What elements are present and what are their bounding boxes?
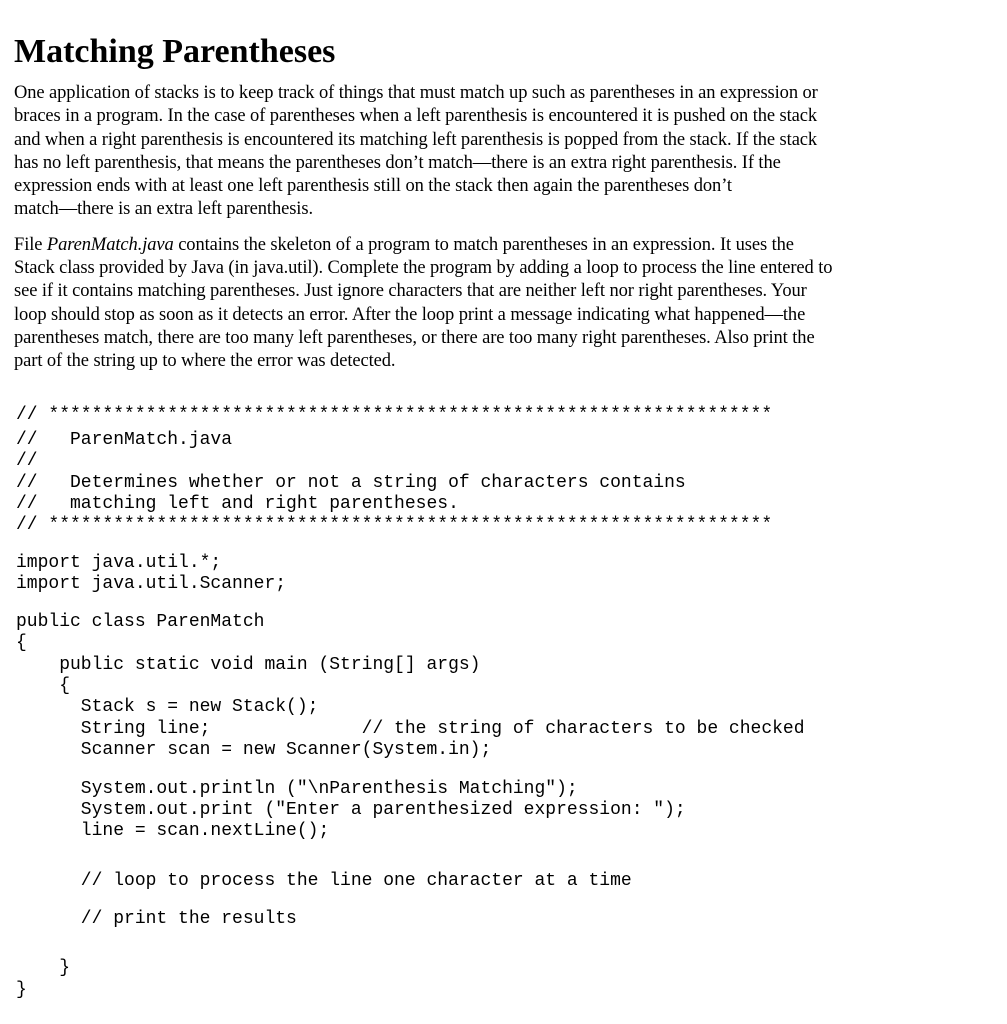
text-line: match—there is an extra left parenthesis.: [14, 199, 313, 220]
text-line: parentheses match, there are too many left parentheses, or there are too many right parentheses. Also print the: [14, 327, 815, 348]
text-line: braces in a program. In the case of parentheses when a left parenthesis is encountered it is pushed on the stack: [14, 106, 818, 127]
code-line: public static void main (String[] args): [16, 655, 481, 675]
intro-paragraph: [14, 82, 994, 222]
code-line: // ParenMatch.java: [16, 430, 233, 450]
code-line: // matching left and right parentheses.: [16, 494, 459, 514]
code-line: {: [16, 633, 27, 653]
code-line: String line; // the string of characters to be checked: [16, 719, 805, 739]
file-name: ParenMatch.java: [46, 234, 174, 255]
code-line: }: [16, 980, 27, 1000]
code-line: }: [16, 958, 71, 978]
code-line: {: [16, 676, 71, 696]
text-line: and when a right parenthesis is encountered its matching left parenthesis is popped from the stack. If the stack: [14, 129, 818, 150]
text-fragment: File: [14, 234, 47, 255]
document-page: [14, 30, 994, 386]
code-line: System.out.print ("Enter a parenthesized expression: ");: [16, 800, 686, 820]
code-line: //: [16, 451, 38, 471]
code-line: System.out.println ("\nParenthesis Matching");: [16, 779, 578, 799]
code-line: public class ParenMatch: [16, 612, 265, 632]
code-line: import java.util.*;: [16, 553, 222, 573]
task-paragraph: [14, 234, 994, 374]
code-line: // *******************************************************************: [16, 405, 773, 425]
code-line: Scanner scan = new Scanner(System.in);: [16, 740, 492, 760]
code-line: line = scan.nextLine();: [16, 821, 330, 841]
text-line: part of the string up to where the error was detected.: [14, 351, 396, 372]
text-line: [14, 234, 994, 257]
text-line: One application of stacks is to keep track of things that must match up such as parentheses in an expression or: [14, 83, 818, 103]
code-line: Stack s = new Stack();: [16, 697, 319, 717]
code-line: // Determines whether or not a string of characters contains: [16, 473, 686, 493]
text-line: expression ends with at least one left parenthesis still on the stack then again the parentheses don’t: [14, 176, 732, 197]
text-line: has no left parenthesis, that means the parentheses don’t match—there is an extra right parenthesis. If the: [14, 152, 781, 173]
code-comment: // print the results: [16, 909, 297, 929]
page-title: Matching Parentheses: [14, 33, 336, 70]
text-line: Stack class provided by Java (in java.util). Complete the program by adding a loop to process the line entered to: [14, 258, 833, 279]
code-comment: // loop to process the line one character at a time: [16, 871, 632, 891]
text-line: see if it contains matching parentheses. Just ignore characters that are neither left nor right parentheses. Your: [14, 281, 807, 302]
text-line: loop should stop as soon as it detects an error. After the loop print a message indicating what happened—the: [14, 304, 806, 325]
code-line: import java.util.Scanner;: [16, 574, 287, 594]
code-line: // *******************************************************************: [16, 515, 773, 535]
text-fragment: contains the skeleton of a program to match parentheses in an expression. It uses the: [173, 234, 794, 255]
